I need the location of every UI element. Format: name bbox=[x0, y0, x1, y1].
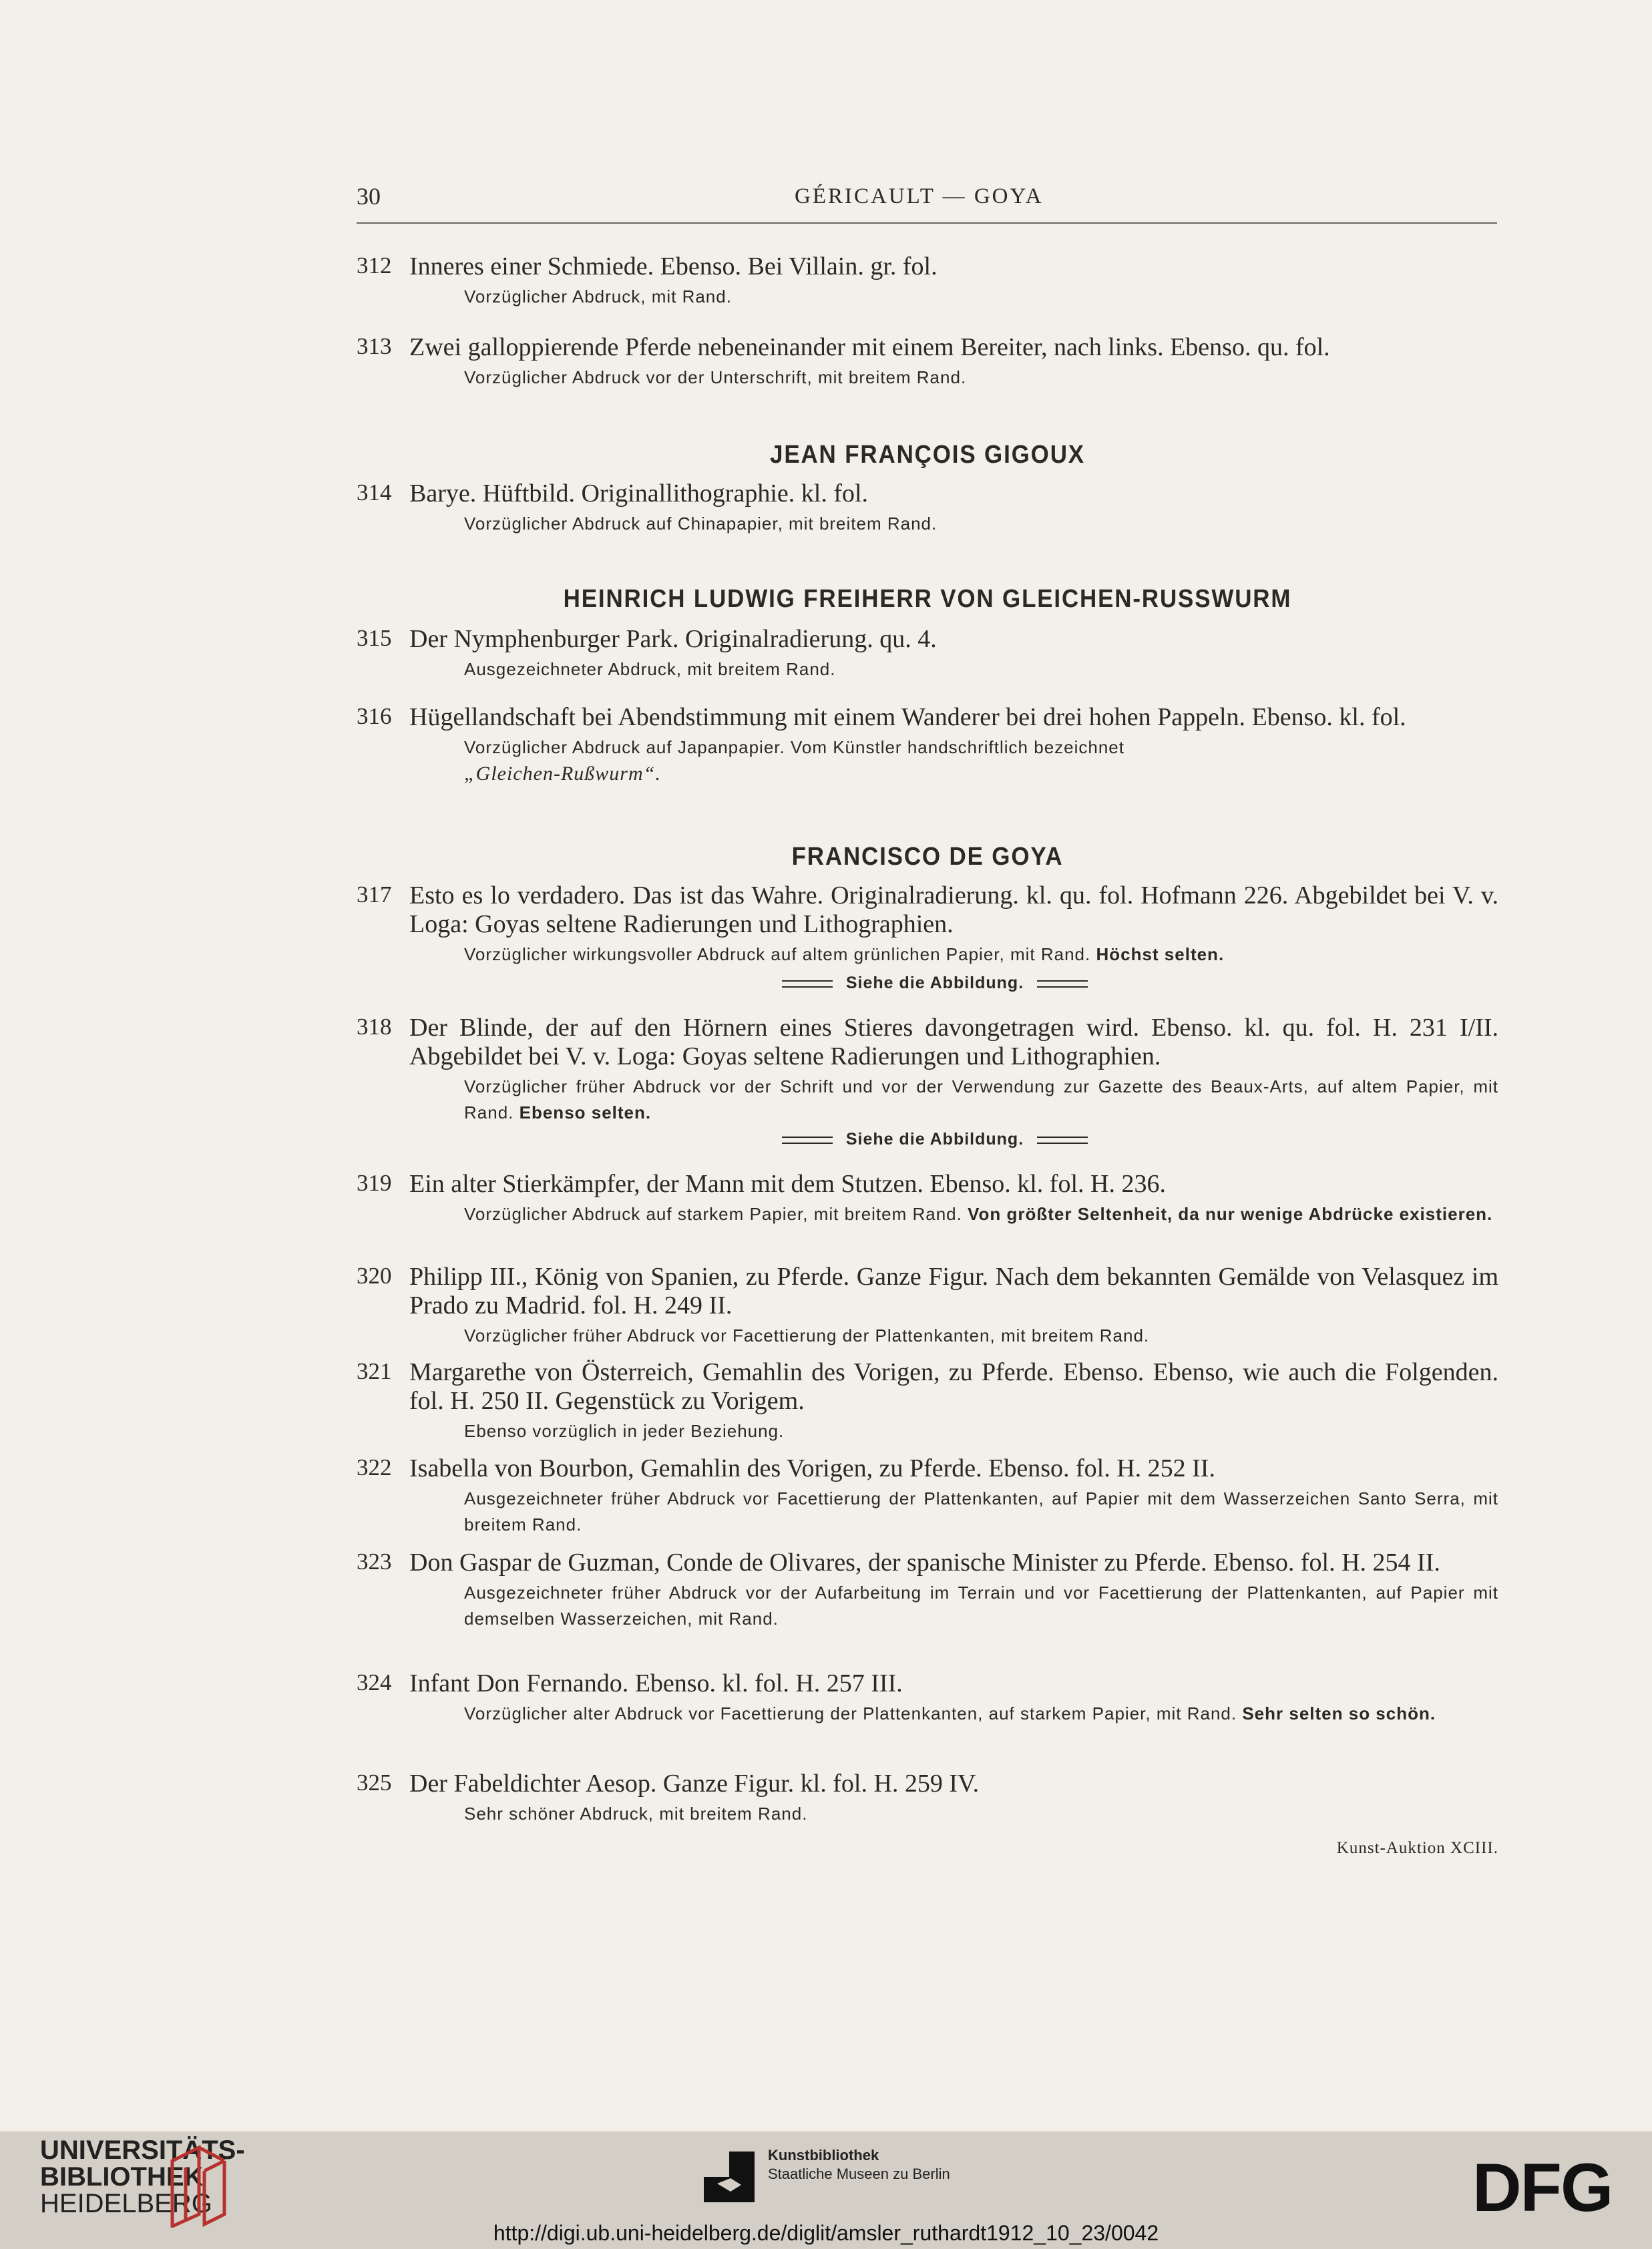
artist-heading: JEAN FRANÇOIS GIGOUX bbox=[770, 441, 1085, 469]
entry-number: 318 bbox=[357, 1014, 392, 1040]
catalog-entry bbox=[357, 1669, 1498, 1727]
rarity-note: Höchst selten. bbox=[1096, 944, 1225, 964]
entry-title: Ein alter Stierkämpfer, der Mann mit dem Stutzen. Ebenso. kl. fol. H. 236. bbox=[409, 1170, 1166, 1198]
entry-number: 323 bbox=[357, 1549, 392, 1575]
entry-note: Vorzüglicher früher Abdruck vor Facettierung der Plattenkanten, mit breitem Rand. bbox=[464, 1325, 1150, 1346]
dfg-logo: DFG bbox=[1472, 2150, 1613, 2226]
signature-quote: „Gleichen-Rußwurm“. bbox=[464, 763, 661, 785]
entry-note: Sehr schöner Abdruck, mit breitem Rand. bbox=[464, 1804, 808, 1824]
entry-number: 317 bbox=[357, 881, 392, 907]
page-number: 30 bbox=[357, 183, 381, 210]
entry-number: 325 bbox=[357, 1770, 392, 1796]
entry-note: Ausgezeichneter früher Abdruck vor der Aufarbeitung im Terrain und vor Facettierung der Plattenkanten, auf Papier mit demselben Wasserzeichen, mit Rand. bbox=[464, 1583, 1498, 1629]
entry-title: Der Nymphenburger Park. Originalradierung. qu. 4. bbox=[409, 625, 937, 653]
entry-note-text: Vorzüglicher früher Abdruck vor der Schrift und vor der Verwendung zur Gazette des Beaux-Arts, auf altem Papier, mit Rand. bbox=[464, 1076, 1498, 1122]
entry-number: 322 bbox=[357, 1454, 392, 1480]
catalog-entry bbox=[357, 881, 1498, 968]
kb-subtitle: Staatliche Museen zu Berlin bbox=[768, 2166, 950, 2182]
permalink[interactable]: http://digi.ub.uni-heidelberg.de/diglit/amsler_ruthardt1912_10_23/0042 bbox=[493, 2221, 1159, 2245]
entry-number: 315 bbox=[357, 625, 392, 651]
entry-number: 314 bbox=[357, 479, 392, 505]
auction-signature: Kunst-Auktion XCIII. bbox=[1336, 1839, 1498, 1857]
entry-note-text: Vorzüglicher Abdruck auf starkem Papier, mit breitem Rand. bbox=[464, 1204, 962, 1224]
rarity-note: Von größter Seltenheit, da nur wenige Abdrücke existieren. bbox=[968, 1204, 1493, 1224]
entry-title: Barye. Hüftbild. Originallithographie. kl. fol. bbox=[409, 479, 869, 507]
catalog-entry bbox=[357, 479, 1498, 537]
rarity-note: Ebenso selten. bbox=[519, 1102, 652, 1122]
illustration-reference bbox=[668, 974, 1202, 993]
entry-note: Ausgezeichneter Abdruck, mit breitem Rand. bbox=[464, 659, 836, 679]
kunstbibliothek-logo-icon bbox=[704, 2152, 755, 2202]
entry-note: Ausgezeichneter früher Abdruck vor Facettierung der Plattenkanten, auf Papier mit dem Wasserzeichen Santo Serra, mit breitem Rand. bbox=[464, 1488, 1498, 1535]
catalog-entry bbox=[357, 1770, 1498, 1827]
kb-name: Kunstbibliothek bbox=[768, 2147, 879, 2164]
entry-note bbox=[464, 1074, 1498, 1126]
entry-title: Isabella von Bourbon, Gemahlin des Vorigen, zu Pferde. Ebenso. fol. H. 252 II. bbox=[409, 1454, 1215, 1482]
entry-note: Ebenso vorzüglich in jeder Beziehung. bbox=[464, 1421, 785, 1441]
double-rule bbox=[782, 1137, 833, 1144]
artist-heading: HEINRICH LUDWIG FREIHERR VON GLEICHEN-RUSSWURM bbox=[563, 585, 1292, 613]
catalog-entry bbox=[357, 333, 1498, 391]
entry-title: Margarethe von Österreich, Gemahlin des Vorigen, zu Pferde. Ebenso. Ebenso, wie auch die Folgenden. fol. H. 250 II. Gegenstück zu Vorigem. bbox=[409, 1358, 1498, 1415]
entry-note: Vorzüglicher Abdruck vor der Unterschrift, mit breitem Rand. bbox=[464, 367, 967, 387]
catalog-entry bbox=[357, 1549, 1498, 1632]
entry-note: Vorzüglicher Abdruck auf Chinapapier, mit breitem Rand. bbox=[464, 514, 938, 534]
ub-heidelberg-emblem-icon bbox=[166, 2141, 228, 2228]
rarity-note: Sehr selten so schön. bbox=[1242, 1703, 1436, 1723]
entry-number: 312 bbox=[357, 252, 392, 278]
entry-note bbox=[464, 1701, 1498, 1727]
kunstbibliothek-label bbox=[768, 2146, 950, 2184]
catalog-entry bbox=[357, 1170, 1498, 1227]
entry-note bbox=[464, 942, 1498, 968]
illustration-reference bbox=[668, 1130, 1202, 1149]
entry-number: 319 bbox=[357, 1170, 392, 1196]
entry-title: Esto es lo verdadero. Das ist das Wahre. Originalradierung. kl. qu. fol. Hofmann 226. Abgebildet bei V. v. Loga: Goyas seltene Radierungen und Lithographien. bbox=[409, 881, 1498, 938]
entry-note bbox=[464, 735, 1498, 787]
library-name-line: BIBLIOTHEK bbox=[40, 2162, 204, 2192]
siehe-text: Siehe die Abbildung. bbox=[845, 974, 1024, 992]
library-name-line: UNIVERSITÄTS- bbox=[40, 2135, 245, 2165]
entry-title: Der Fabeldichter Aesop. Ganze Figur. kl. fol. H. 259 IV. bbox=[409, 1770, 980, 1798]
double-rule bbox=[782, 980, 833, 988]
entry-note-text: Vorzüglicher Abdruck auf Japanpapier. Vom Künstler handschriftlich bezeichnet bbox=[464, 737, 1124, 757]
entry-note-text: Vorzüglicher wirkungsvoller Abdruck auf altem grünlichen Papier, mit Rand. bbox=[464, 944, 1091, 964]
entry-note-text: Vorzüglicher alter Abdruck vor Facettierung der Plattenkanten, auf starkem Papier, mit Rand. bbox=[464, 1703, 1237, 1723]
entry-note bbox=[464, 1201, 1498, 1227]
entry-title: Hügellandschaft bei Abendstimmung mit einem Wanderer bei drei hohen Pappeln. Ebenso. kl. fol. bbox=[409, 703, 1406, 731]
catalog-entry bbox=[357, 1454, 1498, 1538]
double-rule bbox=[1037, 980, 1088, 988]
catalog-entry bbox=[357, 1014, 1498, 1126]
entry-title: Zwei galloppierende Pferde nebeneinander mit einem Bereiter, nach links. Ebenso. qu. fol. bbox=[409, 333, 1330, 361]
entry-number: 316 bbox=[357, 703, 392, 729]
library-name-line: HEIDELBERG bbox=[40, 2189, 212, 2218]
catalog-entry bbox=[357, 252, 1498, 310]
catalog-entry bbox=[357, 1263, 1498, 1349]
catalog-entry bbox=[357, 1358, 1498, 1444]
artist-heading: FRANCISCO DE GOYA bbox=[791, 843, 1064, 871]
entry-title: Der Blinde, der auf den Hörnern eines Stieres davongetragen wird. Ebenso. kl. qu. fol. H. 231 I/II. Abgebildet bei V. v. Loga: Goyas seltene Radierungen und Lithographien. bbox=[409, 1014, 1498, 1070]
entry-number: 313 bbox=[357, 333, 392, 359]
entry-title: Infant Don Fernando. Ebenso. kl. fol. H. 257 III. bbox=[409, 1669, 903, 1697]
header-rule bbox=[357, 222, 1497, 224]
entry-title: Philipp III., König von Spanien, zu Pferde. Ganze Figur. Nach dem bekannten Gemälde von Velasquez im Prado zu Madrid. fol. H. 249 II. bbox=[409, 1263, 1498, 1319]
entry-note: Vorzüglicher Abdruck, mit Rand. bbox=[464, 286, 732, 306]
catalog-entry bbox=[357, 703, 1498, 787]
catalog-entry bbox=[357, 625, 1498, 682]
running-title: GÉRICAULT — GOYA bbox=[795, 184, 1044, 208]
double-rule bbox=[1037, 1137, 1088, 1144]
entry-title: Inneres einer Schmiede. Ebenso. Bei Villain. gr. fol. bbox=[409, 252, 938, 280]
entry-number: 320 bbox=[357, 1263, 392, 1289]
entry-number: 324 bbox=[357, 1669, 392, 1695]
entry-number: 321 bbox=[357, 1358, 392, 1384]
siehe-text: Siehe die Abbildung. bbox=[845, 1130, 1024, 1149]
entry-title: Don Gaspar de Guzman, Conde de Olivares, der spanische Minister zu Pferde. Ebenso. fol. H. 254 II. bbox=[409, 1549, 1440, 1577]
